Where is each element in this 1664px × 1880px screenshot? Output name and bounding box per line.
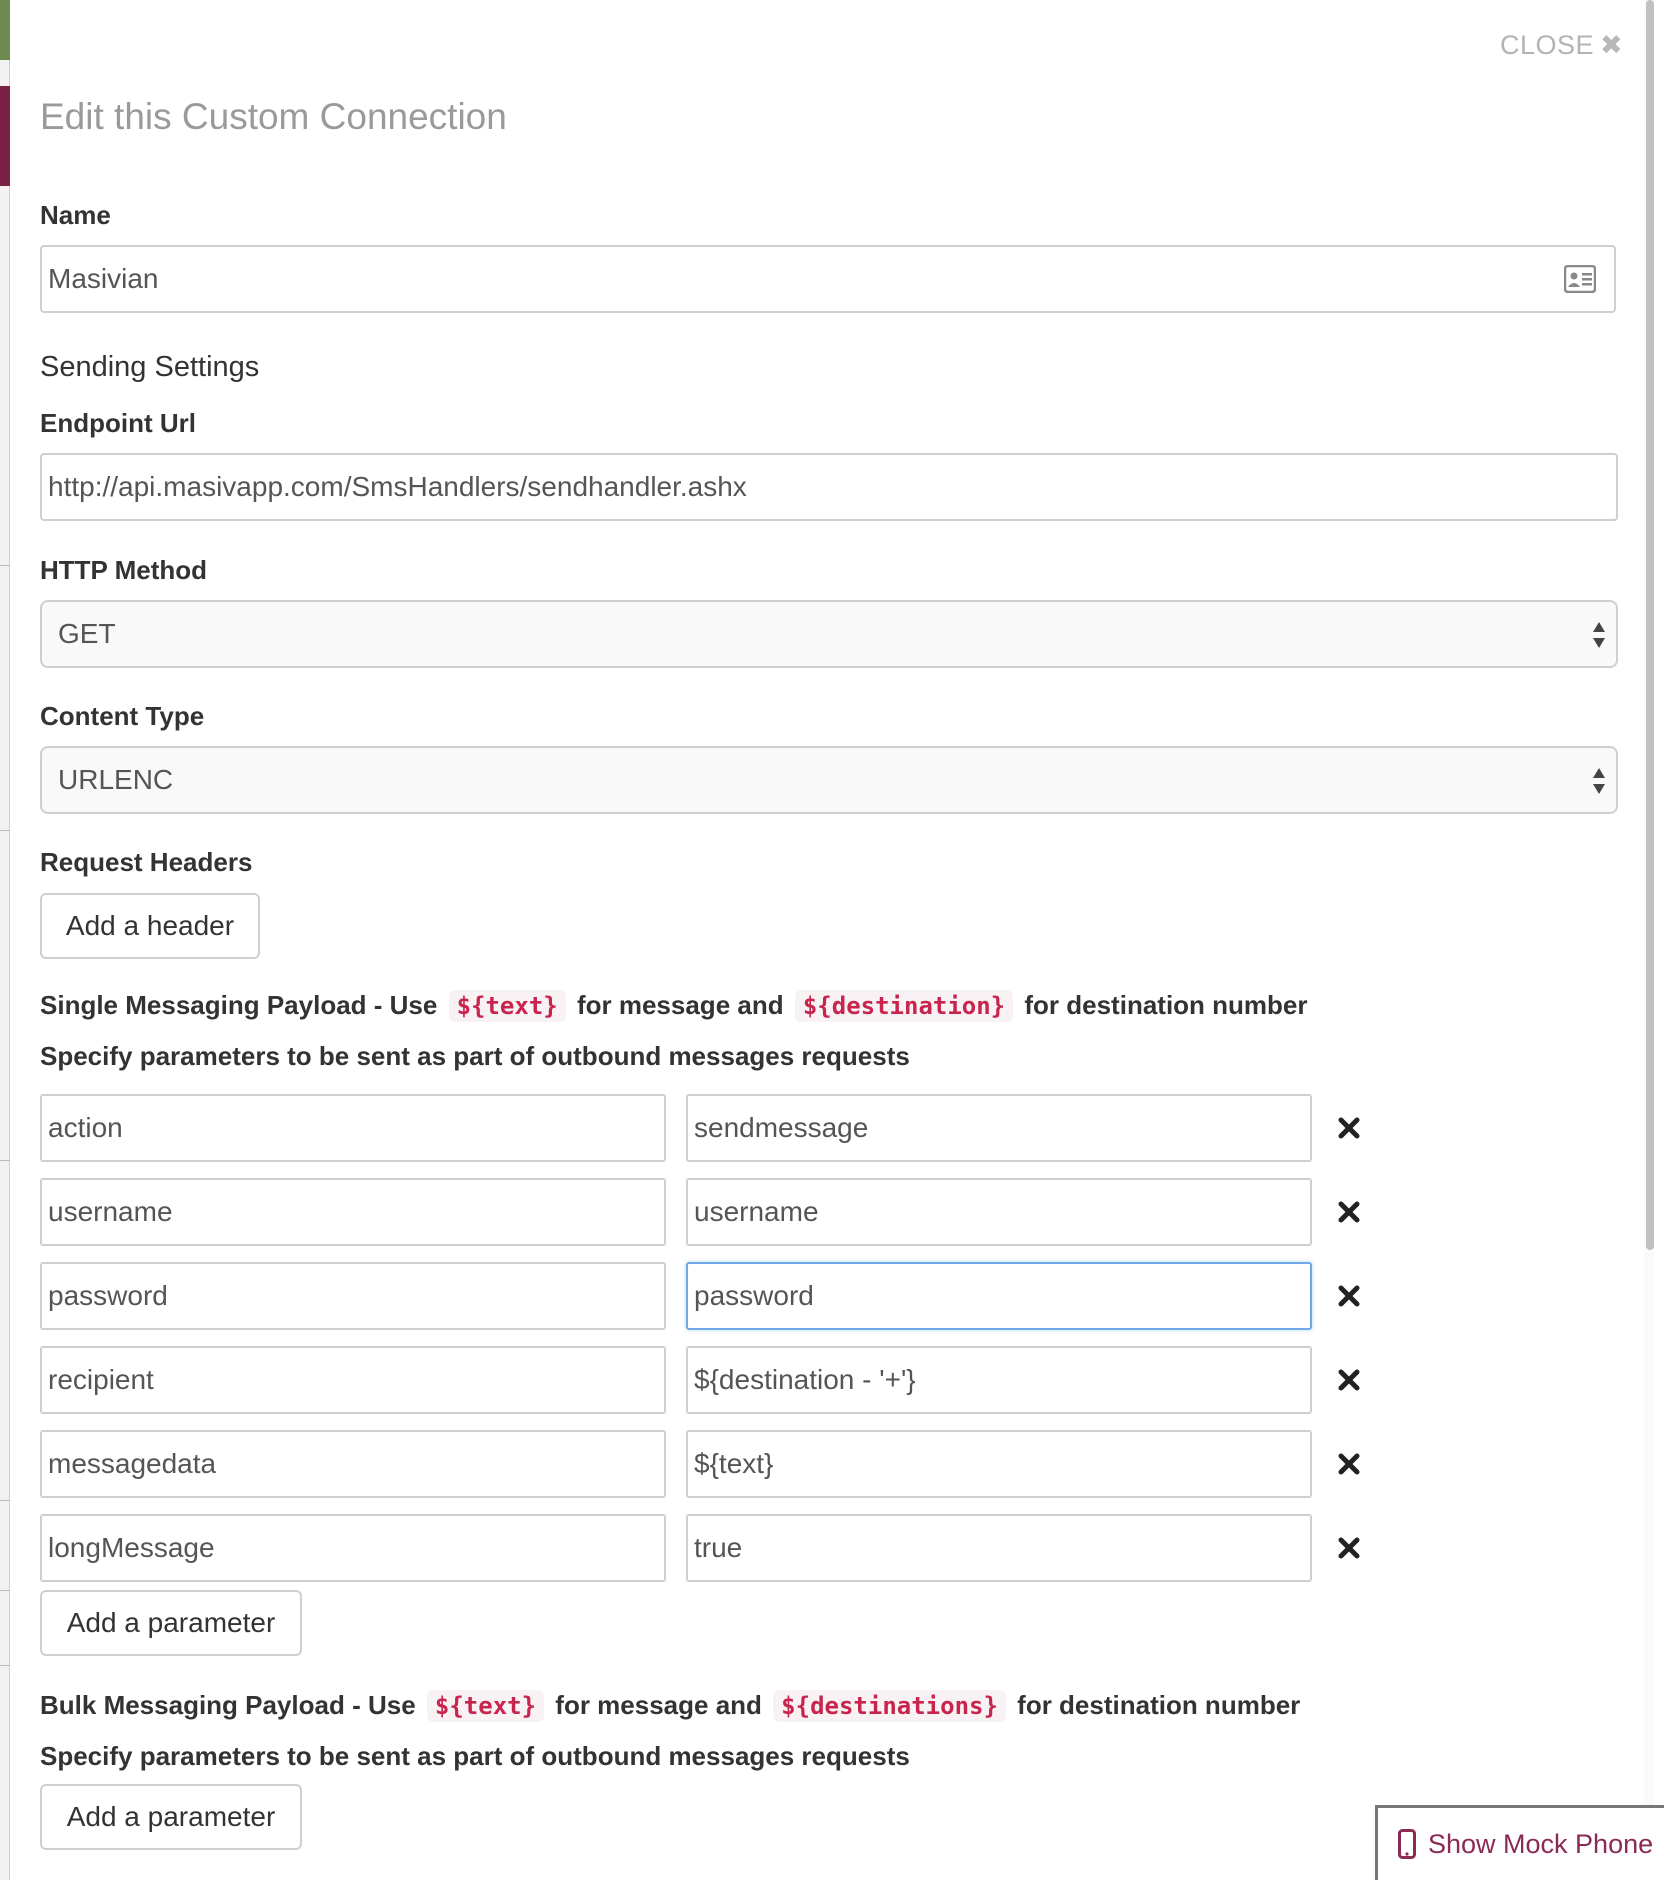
param-row (40, 1178, 1360, 1246)
show-mock-phone-button[interactable] (1375, 1805, 1664, 1880)
sending-settings-heading: Sending Settings (40, 351, 260, 383)
endpoint-url-label: Endpoint Url (40, 408, 196, 438)
endpoint-url-input[interactable] (40, 453, 1618, 521)
modal-scrollbar[interactable] (1644, 0, 1654, 1880)
modal-title: Edit this Custom Connection (40, 96, 507, 137)
single-payload-description: Specify parameters to be sent as part of outbound messages requests (40, 1041, 910, 1071)
param-key-input[interactable]: longMessage (40, 1514, 666, 1582)
add-single-parameter-button[interactable]: Add a parameter (40, 1590, 302, 1656)
background-divider (0, 830, 10, 831)
param-value-input[interactable]: sendmessage (686, 1094, 1312, 1162)
content-type-value: URLENC (58, 764, 174, 795)
param-key-input[interactable]: password (40, 1262, 666, 1330)
http-method-value: GET (58, 618, 116, 649)
add-header-button[interactable]: Add a header (40, 893, 260, 959)
param-row (40, 1262, 1360, 1330)
scrollbar-thumb[interactable] (1646, 0, 1654, 1250)
background-divider (0, 565, 10, 566)
name-input[interactable] (40, 245, 1616, 313)
background-divider (0, 1500, 10, 1501)
http-method-select[interactable] (40, 600, 1618, 668)
param-value-input[interactable]: ${destination - '+'} (686, 1346, 1312, 1414)
destination-token: ${destination} (795, 990, 1013, 1022)
request-headers-label: Request Headers (40, 847, 253, 877)
remove-param-icon[interactable] (1335, 1366, 1363, 1394)
background-divider (0, 1160, 10, 1161)
bulk-payload-middle: for message and (555, 1690, 762, 1720)
param-row (40, 1346, 1360, 1414)
param-value-input[interactable]: username (686, 1178, 1312, 1246)
times-icon: ✖ (1600, 30, 1624, 60)
param-value-input[interactable]: true (686, 1514, 1312, 1582)
bulk-payload-description: Specify parameters to be sent as part of outbound messages requests (40, 1741, 910, 1771)
remove-param-icon[interactable] (1335, 1282, 1363, 1310)
background-divider (0, 1590, 10, 1591)
param-row (40, 1094, 1360, 1162)
name-label: Name (40, 200, 111, 230)
remove-param-icon[interactable] (1335, 1198, 1363, 1226)
close-button[interactable] (1500, 30, 1623, 61)
close-label: CLOSE (1500, 30, 1595, 60)
text-token: ${text} (427, 1690, 544, 1722)
remove-param-icon[interactable] (1335, 1534, 1363, 1562)
param-value-input[interactable]: ${text} (686, 1430, 1312, 1498)
param-value-input-focused[interactable] (686, 1262, 1312, 1330)
endpoint-url-value: http://api.masivapp.com/SmsHandlers/sendhandler.ashx (48, 471, 747, 502)
background-divider (0, 1665, 10, 1666)
single-payload-title (40, 990, 1308, 1021)
content-type-label: Content Type (40, 701, 205, 731)
background-accent (0, 86, 10, 186)
http-method-label: HTTP Method (40, 555, 208, 585)
bulk-payload-title (40, 1690, 1300, 1721)
param-key-input[interactable]: recipient (40, 1346, 666, 1414)
param-row (40, 1514, 1360, 1582)
select-arrows-icon (1592, 766, 1606, 796)
bulk-payload-suffix: for destination number (1017, 1690, 1301, 1720)
single-payload-middle: for message and (576, 990, 784, 1020)
add-bulk-parameter-button[interactable]: Add a parameter (40, 1784, 302, 1850)
param-row (40, 1430, 1360, 1498)
remove-param-icon[interactable] (1335, 1450, 1363, 1478)
background-header (0, 0, 10, 60)
mobile-phone-icon (1398, 1829, 1416, 1859)
edit-connection-modal (10, 0, 1654, 1880)
name-value: Masivian (48, 263, 159, 294)
content-type-select[interactable] (40, 746, 1618, 814)
destinations-token: ${destinations} (773, 1690, 1006, 1722)
param-value-text: password (694, 1280, 814, 1311)
param-key-input[interactable]: username (40, 1178, 666, 1246)
background-page-edge (0, 0, 10, 1880)
param-key-input[interactable]: messagedata (40, 1430, 666, 1498)
contact-card-icon (1564, 265, 1596, 293)
text-token: ${text} (449, 990, 566, 1022)
remove-param-icon[interactable] (1335, 1114, 1363, 1142)
param-key-input[interactable]: action (40, 1094, 666, 1162)
single-payload-suffix: for destination number (1024, 990, 1308, 1020)
single-payload-prefix: Single Messaging Payload - Use (40, 990, 438, 1020)
select-arrows-icon (1592, 620, 1606, 650)
show-mock-phone-label: Show Mock Phone (1428, 1828, 1654, 1859)
bulk-payload-prefix: Bulk Messaging Payload - Use (40, 1690, 416, 1720)
